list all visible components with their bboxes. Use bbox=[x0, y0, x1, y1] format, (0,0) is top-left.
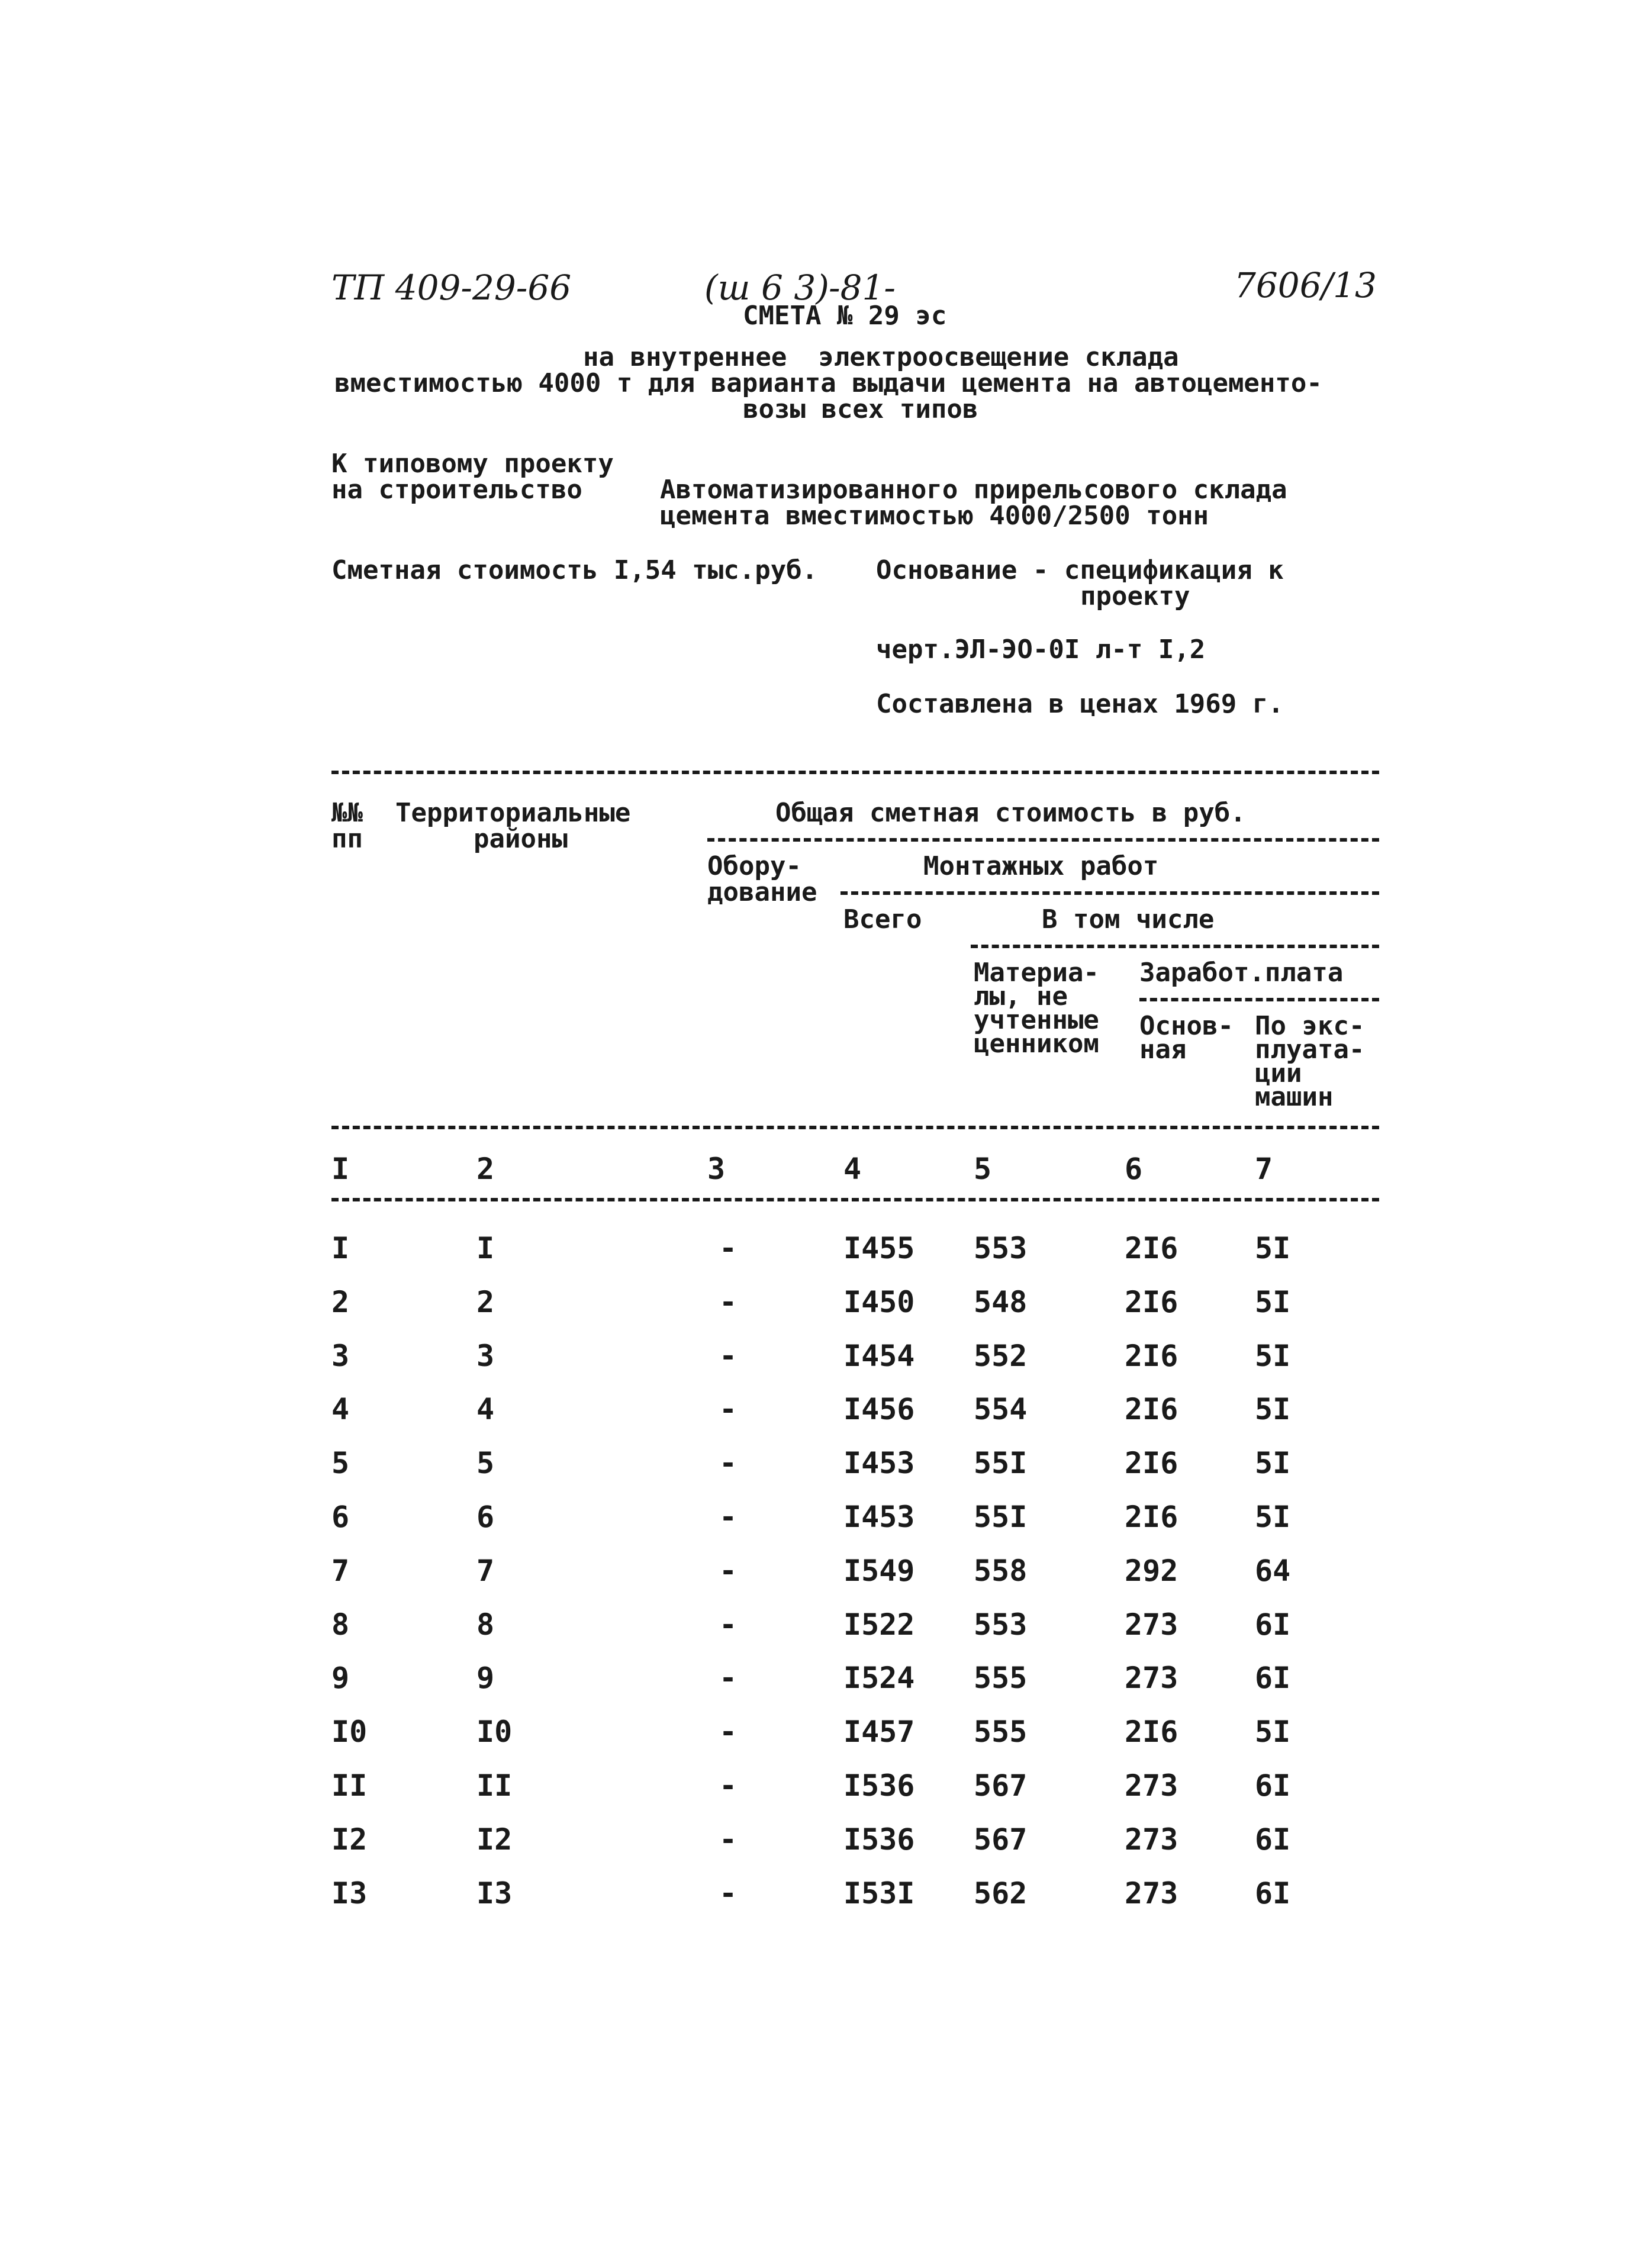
table-cell: 5I bbox=[1255, 1446, 1291, 1480]
table-cell: I0 bbox=[476, 1715, 513, 1749]
table-cell: 5I bbox=[1255, 1339, 1291, 1373]
table-cell: I bbox=[331, 1231, 350, 1265]
table-cell: 273 bbox=[1125, 1876, 1178, 1911]
table-cell: - bbox=[719, 1715, 738, 1749]
table-cell: 5I bbox=[1255, 1231, 1291, 1265]
table-cell: 5I bbox=[1255, 1285, 1291, 1319]
column-number: 3 bbox=[707, 1152, 726, 1186]
header-mat-3: учтенные bbox=[974, 1005, 1099, 1035]
table-cell: - bbox=[719, 1500, 738, 1534]
header-mat-2: лы, не bbox=[974, 981, 1068, 1011]
page-number: -81- bbox=[829, 268, 896, 308]
table-cell: 2I6 bbox=[1125, 1500, 1178, 1534]
table-cell: - bbox=[719, 1446, 738, 1480]
table-cell: 5I bbox=[1255, 1715, 1291, 1749]
subtitle-line-1: на внутреннее электроосвещение склада bbox=[583, 342, 1179, 372]
drawing-reference: черт.ЭЛ-ЭО-0I л-т I,2 bbox=[876, 634, 1206, 665]
table-top-rule bbox=[331, 771, 1379, 774]
table-cell: - bbox=[719, 1822, 738, 1857]
header-rule-4 bbox=[1139, 998, 1379, 1001]
table-cell: - bbox=[719, 1285, 738, 1319]
table-cell: 9 bbox=[476, 1661, 495, 1695]
project-name-2: цемента вместимостью 4000/2500 тонн bbox=[660, 501, 1209, 531]
header-basic-2: ная bbox=[1139, 1035, 1187, 1065]
table-cell: 4 bbox=[476, 1392, 495, 1426]
table-cell: 6I bbox=[1255, 1607, 1291, 1642]
table-cell: I2 bbox=[476, 1822, 513, 1857]
table-cell: 2I6 bbox=[1125, 1285, 1178, 1319]
header-mach-2: плуата- bbox=[1255, 1035, 1365, 1065]
table-cell: 5 bbox=[476, 1446, 495, 1480]
table-cell: 2I6 bbox=[1125, 1392, 1178, 1426]
table-cell: I3 bbox=[476, 1876, 513, 1911]
table-cell: I453 bbox=[843, 1446, 915, 1480]
table-cell: 3 bbox=[476, 1339, 495, 1373]
table-cell: 273 bbox=[1125, 1768, 1178, 1803]
table-cell: 6I bbox=[1255, 1876, 1291, 1911]
project-name-1: Автоматизированного прирельсового склада bbox=[660, 475, 1287, 505]
project-label-2: на строительство bbox=[331, 475, 582, 505]
header-equip-2: дование bbox=[707, 877, 817, 907]
table-cell: 5 bbox=[331, 1446, 350, 1480]
table-cell: I457 bbox=[843, 1715, 915, 1749]
table-cell: 292 bbox=[1125, 1554, 1178, 1588]
table-cell: - bbox=[719, 1607, 738, 1642]
table-cell: 552 bbox=[974, 1339, 1028, 1373]
table-cell: I456 bbox=[843, 1392, 915, 1426]
basis-line-1: Основание - спецификация к bbox=[876, 555, 1284, 585]
table-cell: 273 bbox=[1125, 1661, 1178, 1695]
header-incl: В том числе bbox=[1042, 904, 1215, 935]
table-cell: I549 bbox=[843, 1554, 915, 1588]
table-cell: 8 bbox=[476, 1607, 495, 1642]
table-cell: 2I6 bbox=[1125, 1231, 1178, 1265]
table-cell: 555 bbox=[974, 1715, 1028, 1749]
prices-year: Составлена в ценах 1969 г. bbox=[876, 689, 1284, 719]
header-install: Монтажных работ bbox=[923, 851, 1159, 881]
table-cell: 2 bbox=[331, 1285, 350, 1319]
table-cell: I524 bbox=[843, 1661, 915, 1695]
table-cell: 2I6 bbox=[1125, 1446, 1178, 1480]
table-cell: 553 bbox=[974, 1607, 1028, 1642]
column-number: 4 bbox=[843, 1152, 862, 1186]
header-rule-1 bbox=[707, 838, 1379, 842]
table-cell: - bbox=[719, 1392, 738, 1426]
document-title: СМЕТА № 29 эс bbox=[743, 301, 947, 331]
header-equip-1: Обору- bbox=[707, 851, 801, 881]
project-label-1: К типовому проекту bbox=[331, 449, 614, 479]
basis-line-2: проекту bbox=[1080, 581, 1190, 611]
header-total-cost: Общая сметная стоимость в руб. bbox=[775, 798, 1246, 828]
column-number: 7 bbox=[1255, 1152, 1273, 1186]
table-cell: I453 bbox=[843, 1500, 915, 1534]
table-cell: 558 bbox=[974, 1554, 1028, 1588]
header-mach-3: ции bbox=[1255, 1058, 1302, 1088]
table-cell: I455 bbox=[843, 1231, 915, 1265]
table-cell: 5I bbox=[1255, 1392, 1291, 1426]
header-mat-4: ценником bbox=[974, 1029, 1099, 1059]
subtitle-line-2: вместимостью 4000 т для варианта выдачи цемента на автоцементо- bbox=[334, 368, 1322, 398]
table-cell: 555 bbox=[974, 1661, 1028, 1695]
subtitle-line-3: возы всех типов bbox=[743, 394, 978, 424]
table-cell: I450 bbox=[843, 1285, 915, 1319]
column-number: 2 bbox=[476, 1152, 495, 1186]
table-cell: 273 bbox=[1125, 1822, 1178, 1857]
table-cell: - bbox=[719, 1231, 738, 1265]
table-cell: I2 bbox=[331, 1822, 368, 1857]
table-cell: - bbox=[719, 1661, 738, 1695]
table-cell: 567 bbox=[974, 1822, 1028, 1857]
table-cell: 7 bbox=[476, 1554, 495, 1588]
table-cell: 562 bbox=[974, 1876, 1028, 1911]
table-cell: 553 bbox=[974, 1231, 1028, 1265]
table-cell: 273 bbox=[1125, 1607, 1178, 1642]
column-number: 5 bbox=[974, 1152, 992, 1186]
table-cell: 7 bbox=[331, 1554, 350, 1588]
table-cell: I536 bbox=[843, 1822, 915, 1857]
archive-number: 7606/13 bbox=[1234, 265, 1377, 305]
table-cell: 548 bbox=[974, 1285, 1028, 1319]
header-wages: Заработ.плата bbox=[1139, 958, 1344, 988]
table-cell: II bbox=[476, 1768, 513, 1803]
header-num-2: пп bbox=[331, 824, 363, 854]
table-cell: 55I bbox=[974, 1446, 1028, 1480]
table-cell: 6 bbox=[476, 1500, 495, 1534]
table-cell: I53I bbox=[843, 1876, 915, 1911]
column-number: I bbox=[331, 1152, 350, 1186]
table-cell: 64 bbox=[1255, 1554, 1291, 1588]
table-cell: I536 bbox=[843, 1768, 915, 1803]
doc-code: ТП 409-29-66 bbox=[331, 268, 572, 308]
table-cell: 6I bbox=[1255, 1661, 1291, 1695]
header-rule-3 bbox=[971, 945, 1379, 948]
header-num-1: №№ bbox=[331, 798, 363, 828]
table-cell: 2I6 bbox=[1125, 1715, 1178, 1749]
estimate-cost: Сметная стоимость I,54 тыс.руб. bbox=[331, 555, 818, 585]
album-mark: (ш 6 3) bbox=[704, 268, 829, 308]
table-cell: 6 bbox=[331, 1500, 350, 1534]
table-cell: II bbox=[331, 1768, 368, 1803]
table-cell: 6I bbox=[1255, 1768, 1291, 1803]
table-cell: 55I bbox=[974, 1500, 1028, 1534]
table-cell: 6I bbox=[1255, 1822, 1291, 1857]
table-cell: 3 bbox=[331, 1339, 350, 1373]
table-cell: 567 bbox=[974, 1768, 1028, 1803]
table-cell: 2 bbox=[476, 1285, 495, 1319]
table-cell: - bbox=[719, 1876, 738, 1911]
table-cell: I0 bbox=[331, 1715, 368, 1749]
table-cell: - bbox=[719, 1339, 738, 1373]
table-cell: I454 bbox=[843, 1339, 915, 1373]
table-cell: 9 bbox=[331, 1661, 350, 1695]
column-number: 6 bbox=[1125, 1152, 1143, 1186]
table-cell: 5I bbox=[1255, 1500, 1291, 1534]
header-mat-1: Материа- bbox=[974, 958, 1099, 988]
header-region-1: Территориальные bbox=[395, 798, 631, 828]
table-cell: I522 bbox=[843, 1607, 915, 1642]
header-rule-2 bbox=[841, 891, 1379, 895]
table-cell: - bbox=[719, 1554, 738, 1588]
header-mach-4: машин bbox=[1255, 1082, 1334, 1112]
column-numbers-rule bbox=[331, 1198, 1379, 1201]
header-region-2: районы bbox=[474, 824, 568, 854]
table-cell: I3 bbox=[331, 1876, 368, 1911]
header-mach-1: По экс- bbox=[1255, 1011, 1365, 1041]
table-cell: - bbox=[719, 1768, 738, 1803]
table-cell: 8 bbox=[331, 1607, 350, 1642]
header-basic-1: Основ- bbox=[1139, 1011, 1234, 1041]
table-cell: I bbox=[476, 1231, 495, 1265]
header-bottom-rule bbox=[331, 1126, 1379, 1129]
header-all: Всего bbox=[843, 904, 922, 935]
table-cell: 554 bbox=[974, 1392, 1028, 1426]
table-cell: 4 bbox=[331, 1392, 350, 1426]
table-cell: 2I6 bbox=[1125, 1339, 1178, 1373]
